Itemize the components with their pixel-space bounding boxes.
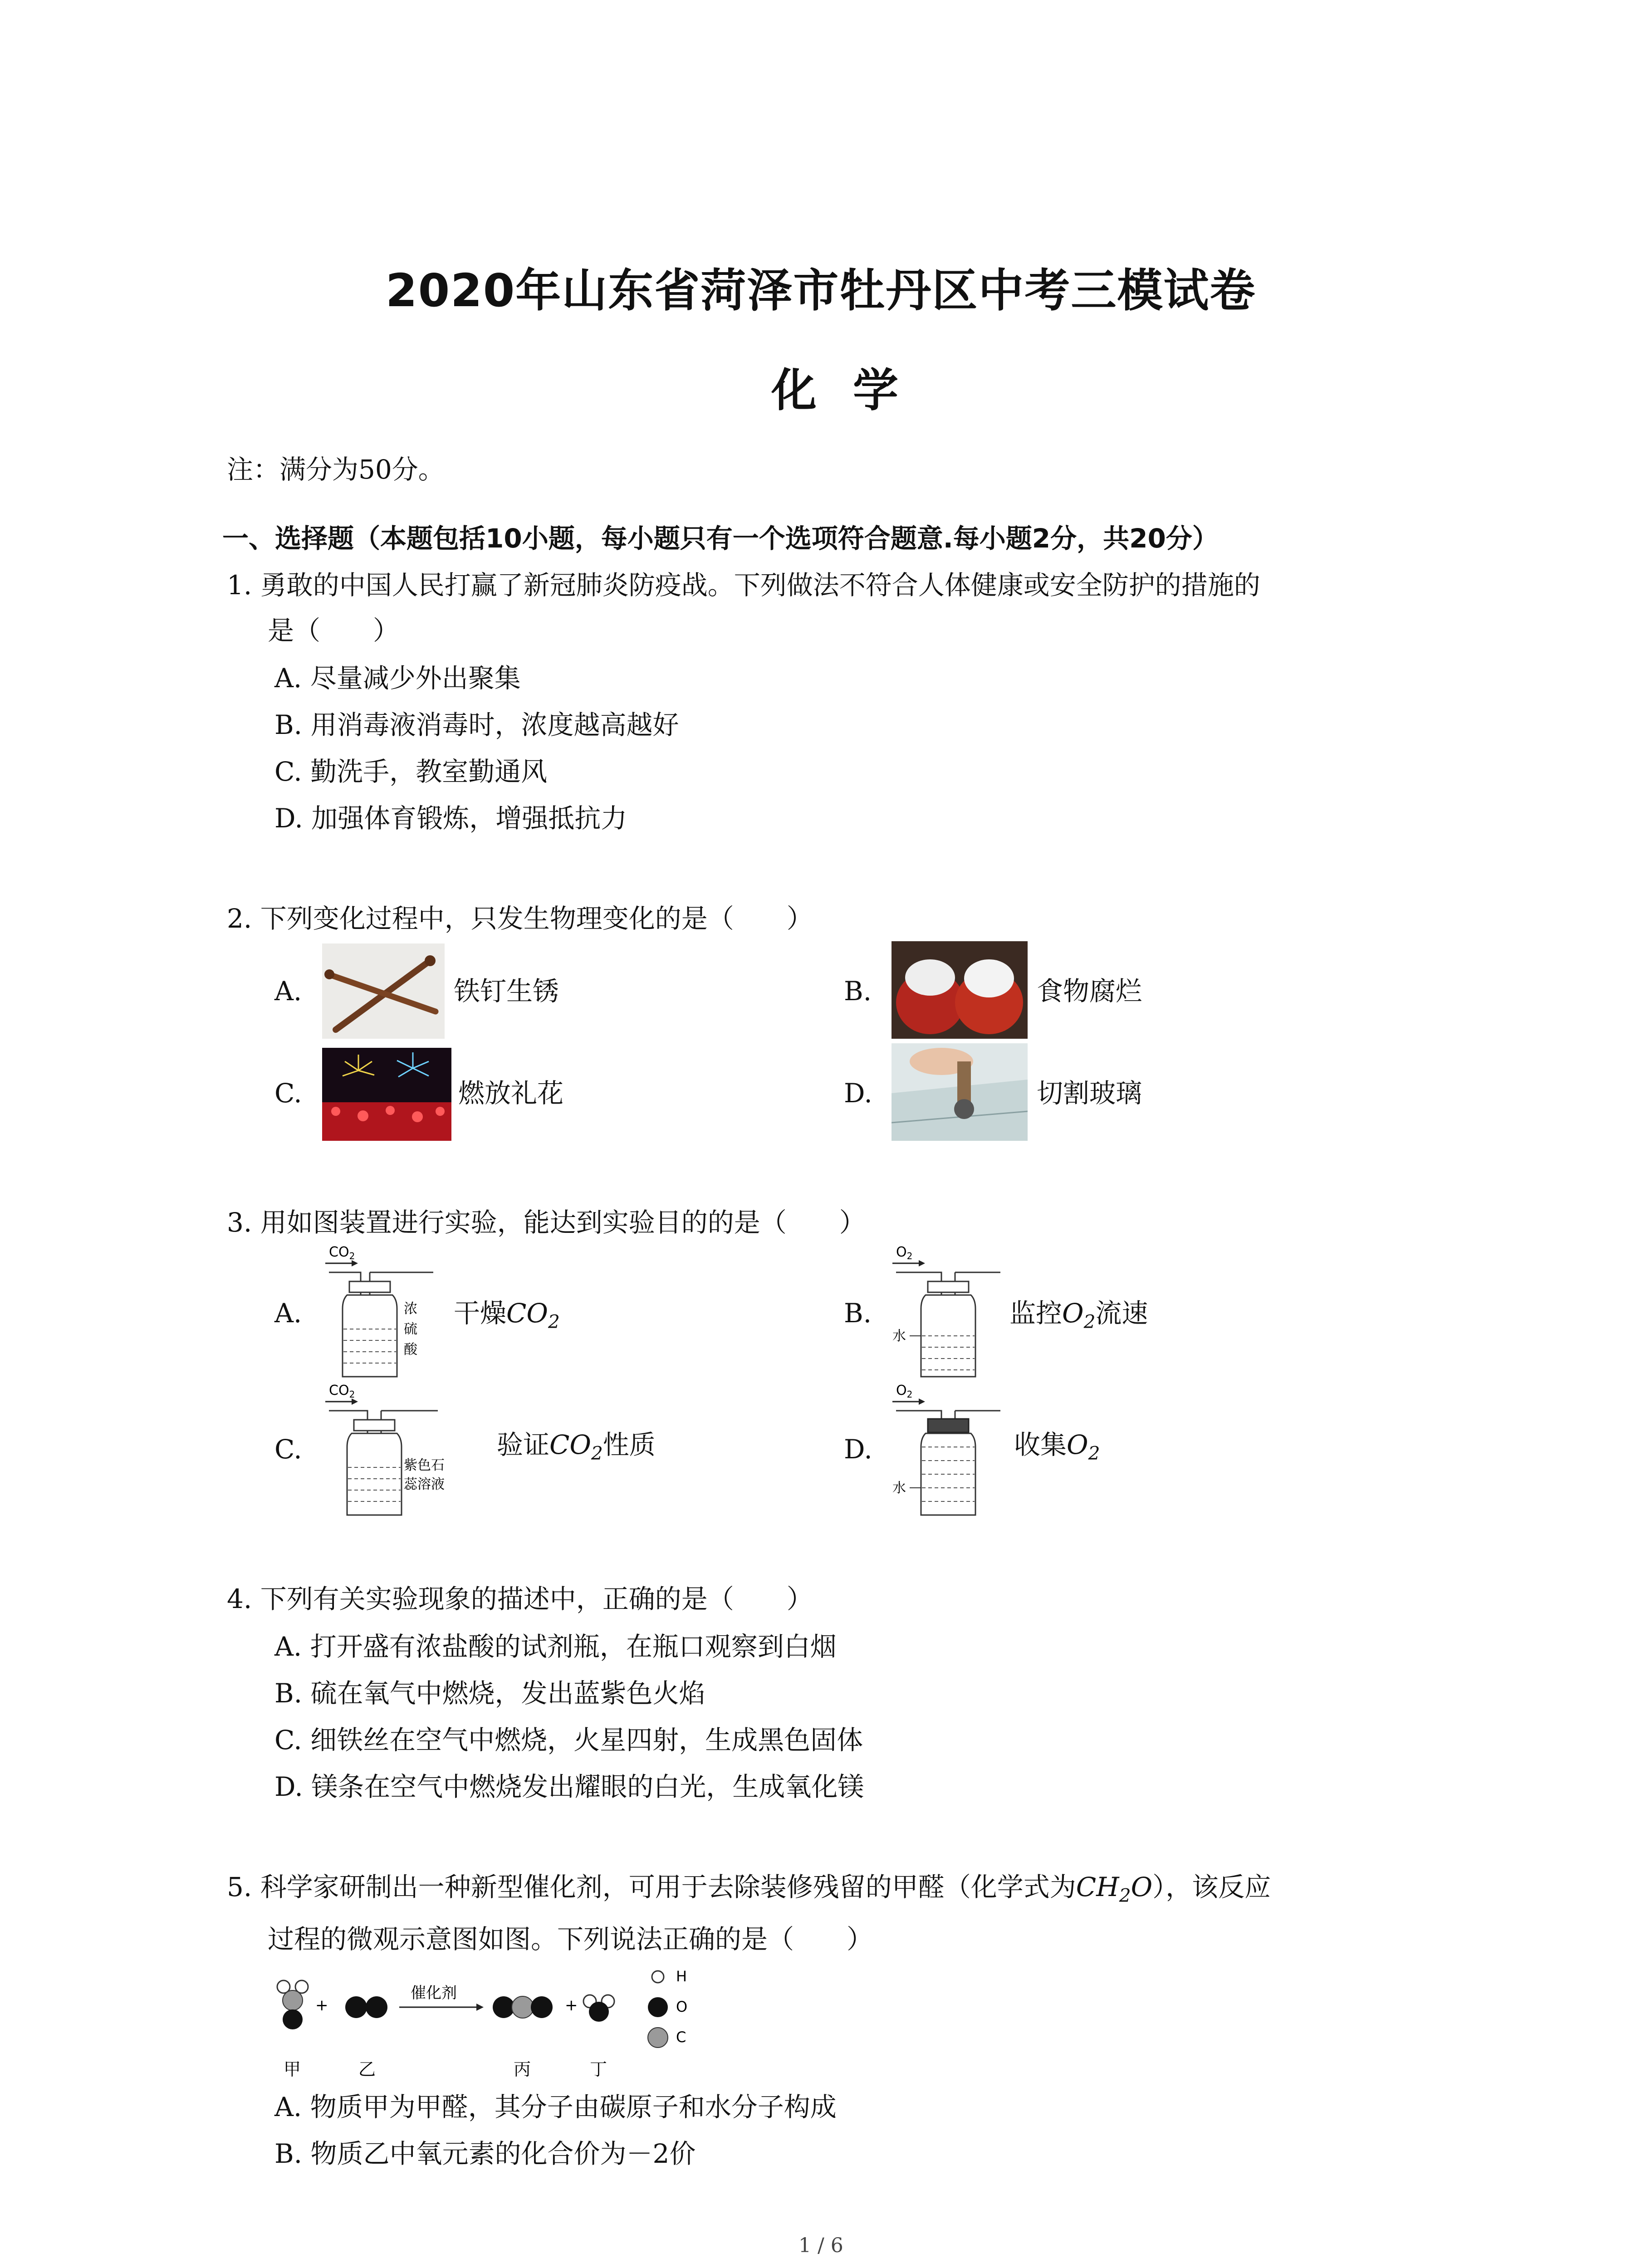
- q3-option-a-text: [454, 1297, 560, 1338]
- q3-d-prefix: 收集: [1014, 1429, 1067, 1460]
- q3-b-prefix: 监控: [1009, 1298, 1063, 1329]
- q4-option-d: D. 镁条在空气中燃烧发出耀眼的白光，生成氧化镁: [274, 1771, 864, 1802]
- q2-option-c-letter: C.: [274, 1078, 302, 1109]
- score-note: 注：满分为50分。: [227, 454, 445, 485]
- q3-a-prefix: 干燥: [454, 1298, 507, 1329]
- legend-c: C: [676, 2028, 686, 2046]
- gas-bottle-b-diagram: [892, 1245, 1009, 1386]
- q3-a-formula: CO: [506, 1298, 548, 1329]
- gas-bottle-a-diagram: [324, 1245, 442, 1386]
- q3-c-prefix: 验证: [497, 1429, 550, 1460]
- reaction-diagram: [263, 1964, 762, 2087]
- gas-bottle-d-diagram: [892, 1383, 1009, 1524]
- q3-c-suffix: 性质: [603, 1429, 656, 1460]
- gas-label-c: $CO_2$: [329, 1383, 355, 1400]
- gas-label-b: $O_2$: [896, 1245, 913, 1261]
- q2-option-a-text: 铁钉生锈: [454, 976, 559, 1007]
- q3-c-formula: CO: [549, 1429, 591, 1460]
- q1-stem-cont: 是（ ）: [268, 615, 400, 646]
- catalyst-label: 催化剂: [411, 1984, 457, 2002]
- glass-cutter-image: [892, 1043, 1028, 1141]
- plus-1: +: [315, 1996, 328, 2014]
- page-number: 1 / 6: [798, 2234, 843, 2257]
- gas-label-d: $O_2$: [896, 1383, 913, 1400]
- q5-option-a: A. 物质甲为甲醛，其分子由碳原子和水分子构成: [274, 2092, 837, 2122]
- q5-stem-cont: 过程的微观示意图如图。下列说法正确的是（ ）: [268, 1924, 873, 1955]
- q2-option-d-letter: D.: [844, 1078, 872, 1109]
- label-jia: 甲: [284, 2059, 301, 2079]
- q2-option-b-text: 食物腐烂: [1037, 976, 1142, 1007]
- q4-option-b: B. 硫在氧气中燃烧，发出蓝紫色火焰: [274, 1678, 705, 1709]
- q1-option-a: A. 尽量减少外出聚集: [274, 663, 521, 694]
- liquid-label-a1: 浓: [404, 1301, 417, 1317]
- q5-formula-a: CH: [1076, 1872, 1119, 1902]
- q3-d-formula: O: [1067, 1429, 1088, 1460]
- label-ding: 丁: [590, 2059, 607, 2079]
- exam-title: 2020年山东省菏泽市牡丹区中考三模试卷: [386, 264, 1256, 317]
- q2-option-d-text: 切割玻璃: [1037, 1078, 1142, 1109]
- label-yi: 乙: [358, 2059, 376, 2079]
- q5-stem: [227, 1871, 1271, 1911]
- q3-d-formula-sub: 2: [1088, 1442, 1100, 1464]
- q3-a-formula-sub: 2: [548, 1310, 560, 1333]
- q1-option-b: B. 用消毒液消毒时，浓度越高越好: [274, 709, 679, 740]
- q5-stem-post: ），该反应: [1152, 1872, 1271, 1902]
- legend-o: O: [676, 1998, 688, 2015]
- q4-option-a: A. 打开盛有浓盐酸的试剂瓶，在瓶口观察到白烟: [274, 1631, 837, 1662]
- rotten-tomatoes-image: [892, 941, 1028, 1039]
- liquid-label-a2: 硫: [404, 1321, 417, 1337]
- section-heading: 一、选择题（本题包括10小题，每小题只有一个选项符合题意.每小题2分，共20分）: [222, 523, 1219, 554]
- q3-c-formula-sub: 2: [591, 1442, 603, 1464]
- q2-stem: 2. 下列变化过程中，只发生物理变化的是（ ）: [227, 903, 813, 934]
- q5-formula-b: O: [1131, 1872, 1153, 1902]
- q1-stem: 1. 勇敢的中国人民打赢了新冠肺炎防疫战。下列做法不符合人体健康或安全防护的措施的: [227, 570, 1260, 601]
- q3-b-formula: O: [1062, 1298, 1084, 1329]
- q5-formula-sub: 2: [1119, 1884, 1131, 1906]
- q3-option-b-text: [1009, 1297, 1148, 1338]
- q5-stem-pre: 5. 科学家研制出一种新型催化剂，可用于去除装修残留的甲醛（化学式为: [227, 1872, 1076, 1902]
- q3-b-suffix: 流速: [1095, 1298, 1148, 1329]
- q4-option-c: C. 细铁丝在空气中燃烧，火星四射，生成黑色固体: [274, 1725, 863, 1755]
- q3-option-b-letter: B.: [844, 1298, 872, 1329]
- q3-option-d-letter: D.: [844, 1434, 872, 1465]
- q2-option-b-letter: B.: [844, 976, 872, 1007]
- liquid-label-c2: 蕊溶液: [404, 1476, 445, 1492]
- q1-option-d: D. 加强体育锻炼，增强抵抗力: [274, 803, 627, 834]
- liquid-label-a3: 酸: [404, 1342, 417, 1358]
- q3-option-c-text: [497, 1429, 656, 1469]
- q2-option-c-text: 燃放礼花: [458, 1078, 564, 1109]
- gas-label-a: $CO_2$: [329, 1245, 355, 1261]
- q3-option-c-letter: C.: [274, 1434, 302, 1465]
- rusty-nails-image: [322, 943, 445, 1039]
- q4-stem: 4. 下列有关实验现象的描述中，正确的是（ ）: [227, 1584, 813, 1614]
- side-label-d: 水: [892, 1480, 906, 1496]
- plus-2: +: [565, 1996, 578, 2014]
- q3-b-formula-sub: 2: [1083, 1310, 1096, 1333]
- q5-option-b: B. 物质乙中氧元素的化合价为－2价: [274, 2138, 696, 2169]
- gas-bottle-c-diagram: [324, 1383, 460, 1524]
- q3-option-a-letter: A.: [274, 1298, 302, 1329]
- q3-stem: 3. 用如图装置进行实验，能达到实验目的的是（ ）: [227, 1207, 866, 1238]
- q1-option-c: C. 勤洗手，教室勤通风: [274, 756, 548, 787]
- q3-option-d-text: [1014, 1429, 1100, 1469]
- side-label-b: 水: [892, 1328, 906, 1344]
- liquid-label-c1: 紫色石: [404, 1457, 445, 1473]
- fireworks-image: [322, 1048, 451, 1141]
- q2-option-a-letter: A.: [274, 976, 302, 1007]
- legend-h: H: [676, 1968, 687, 1985]
- subject-title: 化学: [771, 364, 935, 417]
- label-bing: 丙: [514, 2059, 531, 2079]
